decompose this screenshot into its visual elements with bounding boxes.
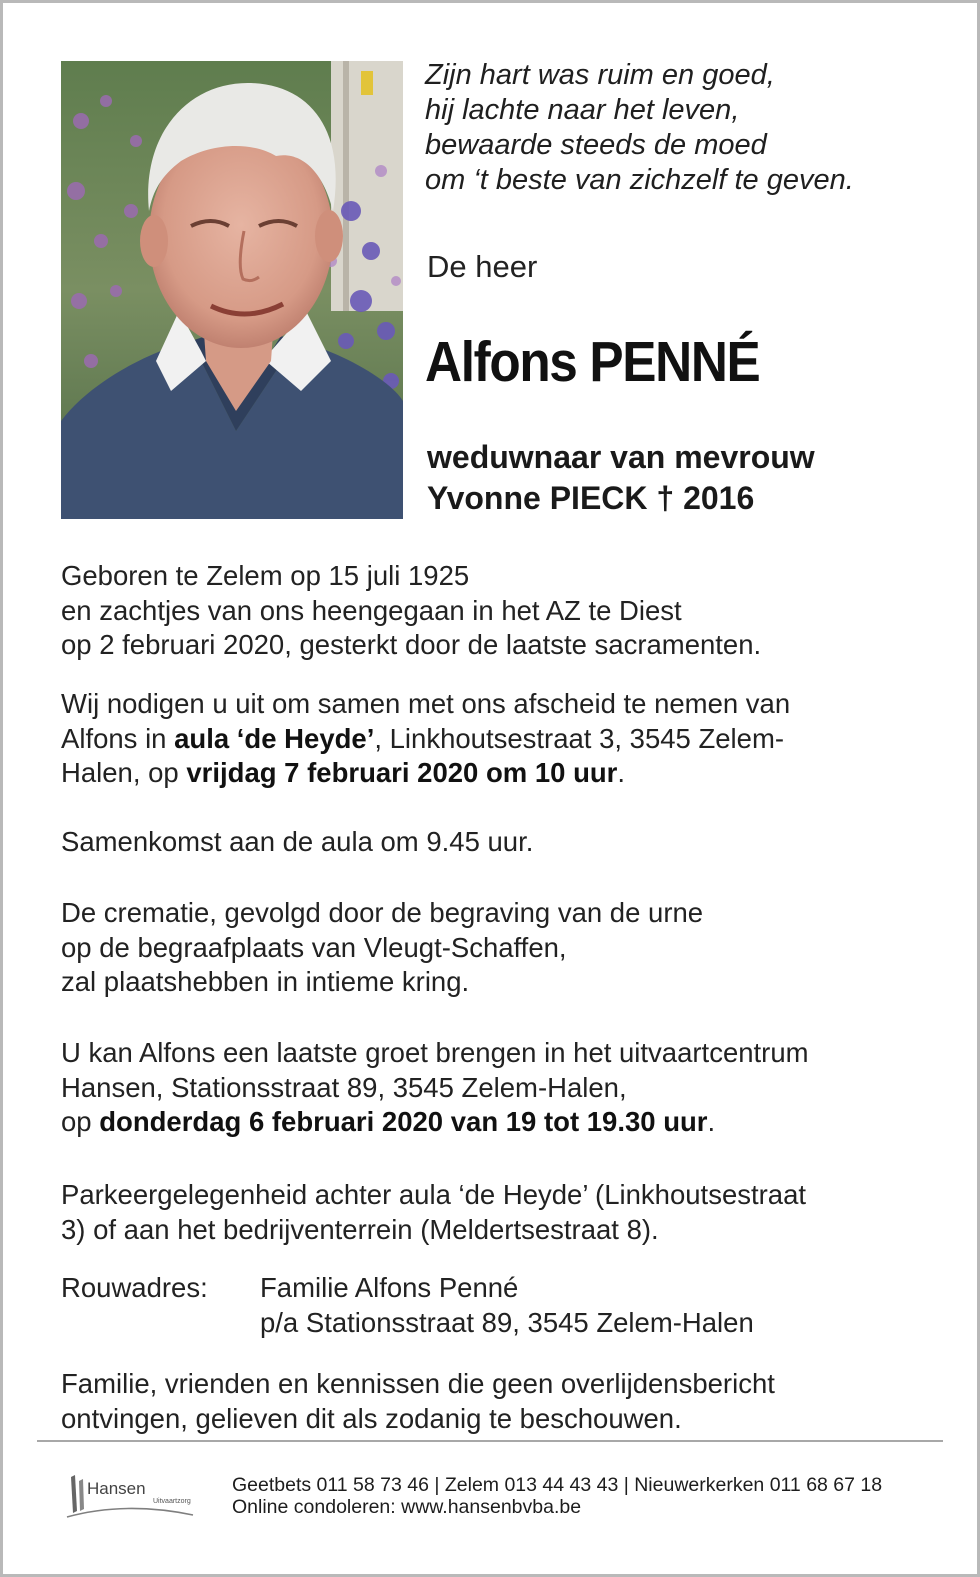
venue-name: aula ‘de Heyde’	[174, 722, 375, 754]
footer-divider	[37, 1440, 943, 1442]
birth-line: op 2 februari 2020, gesterkt door de laatste sacramenten.	[61, 629, 762, 660]
footer-online: Online condoleren: www.hansenbvba.be	[232, 1496, 582, 1518]
parking-line: 3) of aan het bedrijventerrein (Meldertsestraat 8).	[61, 1213, 659, 1245]
visit-line: Hansen, Stationsstraat 89, 3545 Zelem-Halen,	[61, 1071, 627, 1103]
birth-line: Geboren te Zelem op 15 juli 1925	[61, 560, 470, 591]
widower-statement	[427, 437, 815, 519]
visit-text: .	[707, 1106, 716, 1137]
birth-paragraph	[61, 559, 941, 663]
visit-text: op	[61, 1106, 100, 1137]
invitation-line: Wij nodigen u uit om samen met ons afscheid te nemen van	[61, 688, 791, 719]
logo-name: Hansen	[87, 1479, 146, 1498]
ceremony-date: vrijdag 7 februari 2020 om 10 uur	[186, 757, 618, 788]
logo-subtitle: Uitvaartzorg	[153, 1498, 191, 1505]
invitation-line	[61, 722, 941, 757]
portrait-illustration	[61, 61, 403, 519]
poem-line: hij lachte naar het leven,	[425, 94, 740, 126]
mourning-line: p/a Stationsstraat 89, 3545 Zelem-Halen	[260, 1306, 754, 1338]
widower-line: weduwnaar van mevrouw	[427, 439, 815, 475]
invitation-text: .	[617, 757, 626, 788]
gathering-paragraph	[61, 825, 941, 860]
birth-line: en zachtjes van ons heengegaan in het AZ te Diest	[61, 594, 682, 626]
gathering-line: Samenkomst aan de aula om 9.45 uur.	[61, 826, 534, 857]
portrait-photo	[61, 61, 403, 519]
mourning-label: Rouwadres:	[61, 1272, 208, 1303]
closing-line: ontvingen, gelieven dit als zodanig te beschouwen.	[61, 1402, 682, 1434]
invitation-paragraph	[61, 687, 941, 791]
invitation-text: , Linkhoutsestraat 3, 3545 Zelem-	[374, 722, 785, 754]
cremation-line: op de begraafplaats van Vleugt-Schaffen,	[61, 931, 567, 963]
mourning-value	[260, 1271, 754, 1340]
footer-phones: Geetbets 011 58 73 46 | Zelem 013 44 43 43 | Nieuwerkerken 011 68 67 18	[232, 1474, 883, 1496]
poem-line: om ‘t beste van zichzelf te geven.	[425, 164, 854, 196]
visit-line	[61, 1105, 941, 1140]
widower-line: Yvonne PIECK † 2016	[427, 480, 755, 516]
cremation-line: De crematie, gevolgd door de begraving van de urne	[61, 897, 704, 928]
parking-paragraph	[61, 1178, 941, 1247]
closing-line: Familie, vrienden en kennissen die geen overlijdensbericht	[61, 1368, 775, 1399]
visit-line: U kan Alfons een laatste groet brengen in het uitvaartcentrum	[61, 1037, 809, 1068]
salutation: De heer	[427, 249, 538, 284]
invitation-line	[61, 756, 941, 791]
cremation-line: zal plaatshebben in intieme kring.	[61, 966, 470, 997]
hansen-logo	[65, 1471, 205, 1523]
invitation-text: Alfons in	[61, 722, 175, 754]
poem-line: Zijn hart was ruim en goed,	[425, 59, 775, 91]
parking-line: Parkeergelegenheid achter aula ‘de Heyde’ (Linkhoutsestraat	[61, 1179, 807, 1210]
footer-contacts	[232, 1474, 882, 1518]
deceased-name: Alfons PENNÉ	[425, 330, 760, 394]
visit-paragraph	[61, 1036, 941, 1140]
poem-line: bewaarde steeds de moed	[425, 129, 767, 161]
mourning-line: Familie Alfons Penné	[260, 1272, 519, 1303]
poem	[425, 58, 945, 198]
visit-date: donderdag 6 februari 2020 van 19 tot 19.30 uur	[99, 1106, 708, 1137]
closing-paragraph	[61, 1367, 941, 1436]
invitation-text: Halen, op	[61, 757, 187, 788]
cremation-paragraph	[61, 896, 941, 1000]
